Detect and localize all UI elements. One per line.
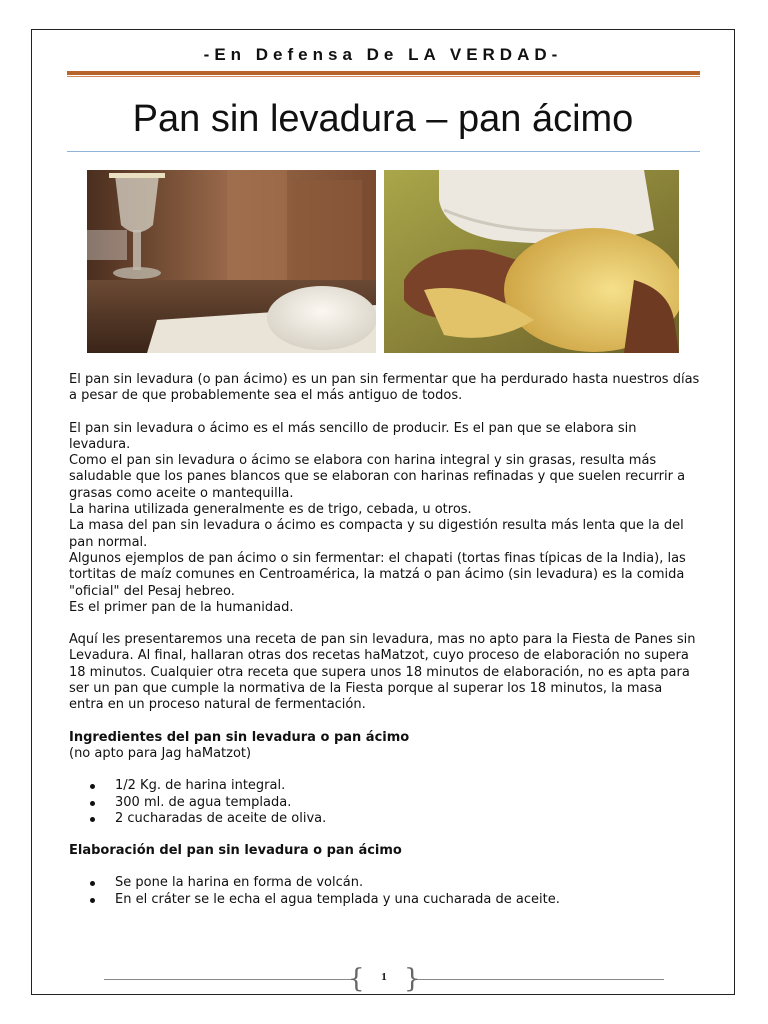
article-body xyxy=(69,372,701,908)
header-rule xyxy=(67,71,700,75)
running-header: -En Defensa De LA VERDAD- xyxy=(203,45,563,64)
paragraph: La harina utilizada generalmente es de trigo, cebada, u otros. xyxy=(69,502,472,518)
ingredients-heading: Ingredientes del pan sin levadura o pan ácimo xyxy=(69,729,410,745)
header-rule-thin xyxy=(67,76,700,77)
bread-dough-photo xyxy=(87,170,376,353)
paragraph: Algunos ejemplos de pan ácimo o sin fermentar: el chapati (tortas finas típicas de la India), las tortitas de maíz comunes en Centroamérica, la matzá o pan ácimo (sin levadura) es la comida "oficial" del Pesaj hebreo. xyxy=(69,550,686,599)
preparation-heading: Elaboración del pan sin levadura o pan ácimo xyxy=(69,843,402,859)
footer-bracket-left: { xyxy=(348,964,365,994)
list-item: 300 ml. de agua templada. xyxy=(69,795,701,811)
spacer xyxy=(69,859,701,875)
paragraph: El pan sin levadura (o pan ácimo) es un pan sin fermentar que ha perdurado hasta nuestros días a pesar de que probablemente sea el más antiguo de todos. xyxy=(69,372,700,404)
footer-rule-right xyxy=(416,979,664,980)
title-underline xyxy=(67,151,700,152)
page-number: 1 xyxy=(381,971,387,983)
footer-rule-left xyxy=(104,979,352,980)
list-item: 1/2 Kg. de harina integral. xyxy=(69,778,701,794)
spacer xyxy=(69,714,701,730)
ingredients-list xyxy=(69,778,701,827)
page-title: Pan sin levadura – pan ácimo xyxy=(132,98,634,140)
paragraph: El pan sin levadura o ácimo es el más sencillo de producir. Es el pan que se elabora sin levadura. xyxy=(69,420,637,452)
preparation-list xyxy=(69,875,701,908)
paragraph: Es el primer pan de la humanidad. xyxy=(69,599,294,615)
list-item: Se pone la harina en forma de volcán. xyxy=(69,875,701,891)
ingredients-note: (no apto para Jag haMatzot) xyxy=(69,745,252,761)
list-item: En el cráter se le echa el agua templada y una cucharada de aceite. xyxy=(69,892,701,908)
spacer xyxy=(69,827,701,843)
kneading-bread-photo-art xyxy=(384,170,679,353)
spacer xyxy=(69,762,701,778)
spacer xyxy=(69,616,701,632)
list-item: 2 cucharadas de aceite de oliva. xyxy=(69,811,701,827)
paragraph: Como el pan sin levadura o ácimo se elabora con harina integral y sin grasas, resulta más saludable que los panes blancos que se elaboran con harinas refinadas y que suelen recurrir a grasas como aceite o mantequilla. xyxy=(69,453,686,501)
spacer xyxy=(69,405,701,421)
kneading-bread-photo xyxy=(384,170,679,353)
bread-dough-photo-art xyxy=(87,170,376,353)
footer-bracket-right: } xyxy=(404,964,421,994)
paragraph: Aquí les presentaremos una receta de pan sin levadura, mas no apto para la Fiesta de Panes sin Levadura. Al final, hallaran otras dos recetas haMatzot, cuyo proceso de elaboración no supera 18 minutos. Cualquier otra receta que supera unos 18 minutos de elaboración, no es apta para ser un pan que cumple la normativa de la Fiesta porque al superar los 18 minutos, la masa entra en un proceso natural de fermentación. xyxy=(69,632,696,713)
paragraph: La masa del pan sin levadura o ácimo es compacta y su digestión resulta más lenta que la del pan normal. xyxy=(69,518,684,550)
